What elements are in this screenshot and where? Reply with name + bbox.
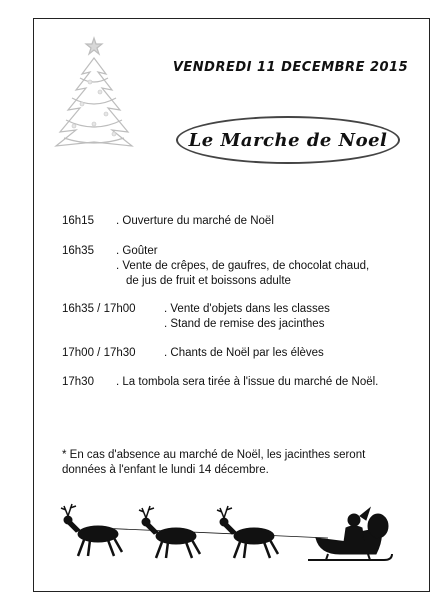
schedule-time: 17h00 / 17h30 [62,347,136,359]
schedule-item: . Ouverture du marché de Noël [116,215,274,227]
schedule-item: . Vente de crêpes, de gaufres, de chocolat chaud, [116,260,370,272]
schedule-item: . Stand de remise des jacinthes [164,318,325,330]
reindeer-icon [139,506,200,558]
schedule-time: 16h15 [62,215,94,227]
christmas-tree-icon [50,34,142,160]
reindeer-icon [61,504,122,556]
schedule-item: . Goûter [116,245,158,257]
title-banner [176,116,400,164]
schedule-item: . La tombola sera tirée à l'issue du marché de Noël. [116,376,379,388]
santa-sleigh-reindeer-icon [58,498,394,568]
schedule-item: de jus de fruit et boissons adulte [126,275,291,287]
schedule-item: . Vente d'objets dans les classes [164,303,330,315]
schedule-time: 16h35 [62,245,94,257]
absence-note: * En cas d'absence au marché de Noël, les jacinthes seront données à l'enfant le lundi 14 décembre. [62,449,366,476]
schedule-time: 17h30 [62,376,94,388]
reindeer-icon [217,506,278,558]
page-title: Le Marche de Noel [188,129,388,151]
event-date: VENDREDI 11 DECEMBRE 2015 [172,60,409,75]
schedule-time: 16h35 / 17h00 [62,303,136,315]
sleigh-icon [308,508,392,560]
schedule-item: . Chants de Noël par les élèves [164,347,324,359]
